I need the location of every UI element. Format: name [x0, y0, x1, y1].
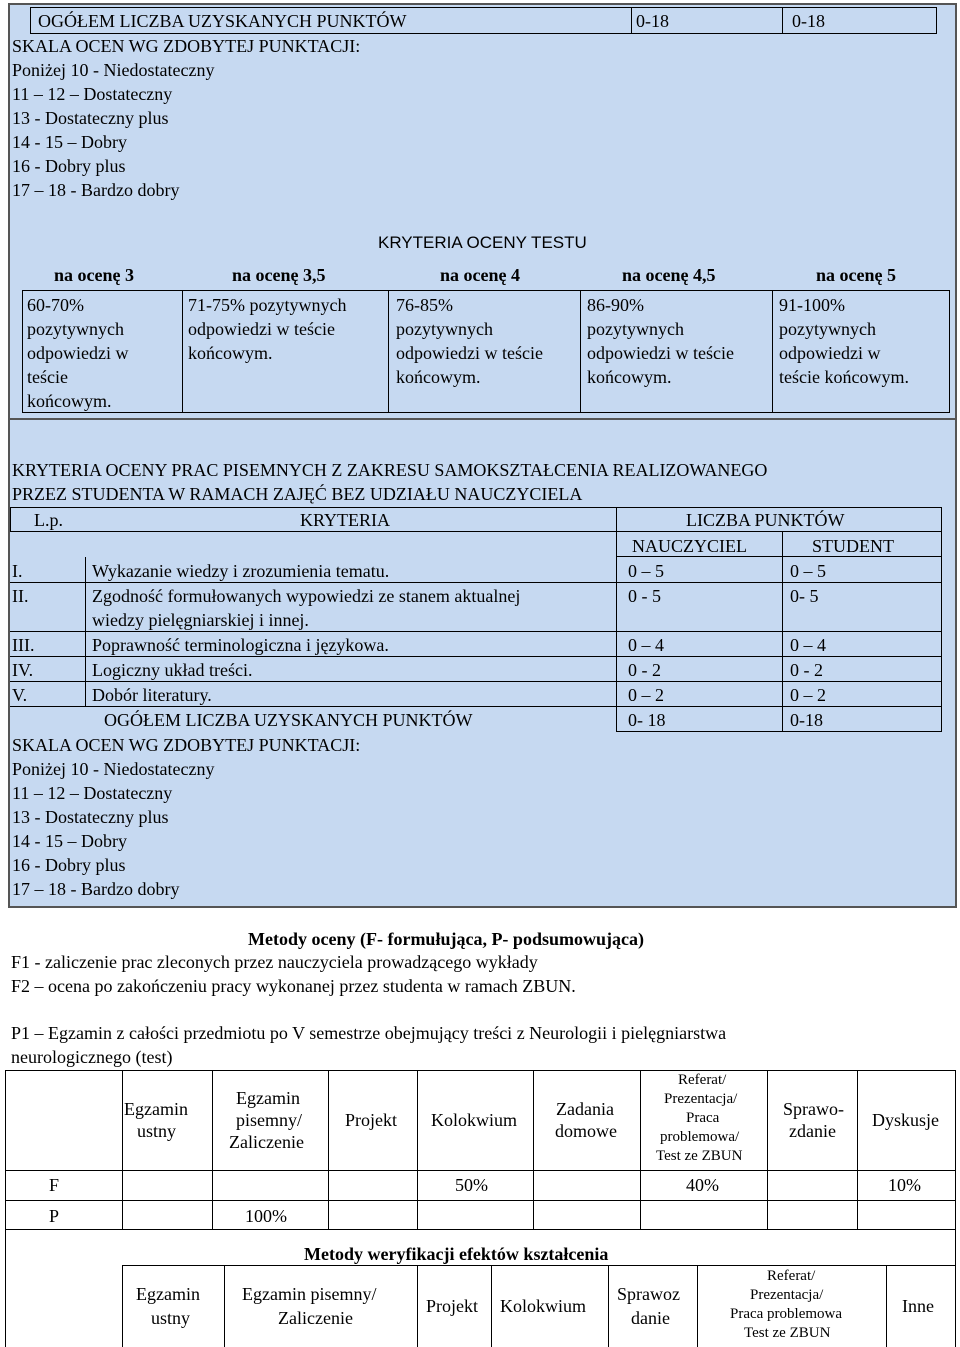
methods-col-line: [417, 1070, 418, 1230]
verification-col-line: [608, 1265, 609, 1347]
methods-col-line: [328, 1070, 329, 1230]
top-panel: [8, 3, 957, 420]
methods-row-f-value: 50%: [455, 1175, 488, 1195]
written-scale-line: 16 - Dobry plus: [12, 855, 126, 875]
written-subheader-divider: [782, 532, 783, 557]
methods-header: problemowa/: [660, 1129, 740, 1145]
criteria-cell-text: końcowym.: [27, 391, 112, 411]
verification-header: Test ze ZBUN: [744, 1325, 831, 1341]
methods-header: Dyskusje: [872, 1110, 939, 1130]
verification-header: Kolokwium: [500, 1296, 587, 1316]
criteria-cell-text: odpowiedzi w teście: [396, 343, 543, 363]
criteria-cell-text: 60-70%: [27, 295, 84, 315]
methods-header: Projekt: [345, 1110, 397, 1130]
methods-f2: F2 – ocena po zakończeniu pracy wykonanej przez studenta w ramach ZBUN.: [11, 976, 576, 996]
methods-header: Zaliczenie: [229, 1132, 304, 1152]
verification-header: Inne: [902, 1296, 934, 1316]
written-row-student: 0- 5: [790, 586, 819, 606]
written-row-teacher: 0 - 2: [628, 660, 661, 680]
criteria-cell-text: pozytywnych: [27, 319, 124, 339]
verification-header: Referat/: [767, 1268, 816, 1284]
written-row-lp: III.: [12, 635, 35, 655]
col-points: LICZBA PUNKTÓW: [686, 510, 845, 530]
verification-header: Sprawoz: [617, 1284, 680, 1304]
col-lp: L.p.: [34, 510, 63, 530]
grade-header: na ocenę 4,5: [622, 265, 716, 285]
written-panel: [8, 420, 957, 908]
written-col-line: [941, 557, 942, 732]
criteria-cell-text: odpowiedzi w: [27, 343, 129, 363]
methods-col-line: [212, 1070, 213, 1230]
methods-header: Sprawo-: [783, 1099, 844, 1119]
written-scale-line: 14 - 15 – Dobry: [12, 831, 127, 851]
test-criteria-title: KRYTERIA OCENY TESTU: [378, 233, 587, 252]
criteria-cell-text: 76-85%: [396, 295, 453, 315]
methods-header: Egzamin: [236, 1088, 300, 1108]
methods-header: Test ze ZBUN: [656, 1148, 743, 1164]
top-total-divider-2: [782, 7, 783, 34]
written-row-criterion: Poprawność terminologiczna i językowa.: [92, 635, 389, 655]
methods-header: domowe: [555, 1121, 617, 1141]
methods-header: Kolokwium: [431, 1110, 518, 1130]
written-row-lp: II.: [12, 586, 29, 606]
grade-header: na ocenę 4: [440, 265, 520, 285]
verification-title: Metody weryfikacji efektów kształcenia: [304, 1244, 609, 1264]
written-total-label: OGÓŁEM LICZBA UZYSKANYCH PUNKTÓW: [104, 710, 473, 730]
written-row-lp: V.: [12, 685, 28, 705]
written-row-teacher: 0 – 5: [628, 561, 664, 581]
written-title-line2: PRZEZ STUDENTA W RAMACH ZAJĘĆ BEZ UDZIAŁU NAUCZYCIELA: [12, 484, 583, 504]
methods-header: pisemny/: [236, 1110, 302, 1130]
methods-row-line: [5, 1170, 956, 1171]
written-row-teacher: 0 – 4: [628, 635, 664, 655]
criteria-cell-text: 71-75% pozytywnych: [188, 295, 347, 315]
verification-col-line: [122, 1265, 123, 1347]
written-row-student: 0 – 2: [790, 685, 826, 705]
verification-header: Projekt: [426, 1296, 478, 1316]
methods-col-line: [640, 1070, 641, 1230]
written-total-teacher: 0- 18: [628, 710, 666, 730]
methods-header: Praca: [686, 1110, 720, 1126]
methods-header: Zadania: [556, 1099, 614, 1119]
written-row-student: 0 – 5: [790, 561, 826, 581]
verification-col-line: [491, 1265, 492, 1347]
top-scale-line: 17 – 18 - Bardzo dobry: [12, 180, 180, 200]
written-row-lp: IV.: [12, 660, 34, 680]
written-row-student: 0 – 4: [790, 635, 826, 655]
criteria-cell-text: teście: [27, 367, 68, 387]
written-row-criterion: Dobór literatury.: [92, 685, 212, 705]
top-scale-line: 13 - Dostateczny plus: [12, 108, 169, 128]
methods-header: Prezentacja/: [664, 1091, 738, 1107]
written-row-criterion: Zgodność formułowanych wypowiedzi ze stanem aktualnej: [92, 586, 521, 606]
written-row-student: 0 - 2: [790, 660, 823, 680]
written-col-line: [616, 557, 617, 732]
written-col-line: [782, 557, 783, 732]
verification-header: Praca problemowa: [730, 1306, 843, 1322]
written-scale-title: SKALA OCEN WG ZDOBYTEJ PUNKTACJI:: [12, 735, 361, 755]
verification-col-line: [224, 1265, 225, 1347]
grade-header: na ocenę 3: [54, 265, 134, 285]
verification-col-line: [417, 1265, 418, 1347]
methods-row-f-value: 40%: [686, 1175, 719, 1195]
written-row-criterion: wiedzy pielęgniarskiej i innej.: [92, 610, 309, 630]
criteria-cell-text: odpowiedzi w teście: [188, 319, 335, 339]
grade-header: na ocenę 3,5: [232, 265, 326, 285]
methods-row-f-value: 10%: [888, 1175, 921, 1195]
written-row-criterion: Wykazanie wiedzy i zrozumienia tematu.: [92, 561, 390, 581]
methods-f1: F1 - zaliczenie prac zleconych przez nauczyciela prowadzącego wykłady: [11, 952, 538, 972]
methods-col-line: [767, 1070, 768, 1230]
verification-header: Egzamin pisemny/: [242, 1284, 377, 1304]
criteria-cell-text: pozytywnych: [396, 319, 493, 339]
methods-header: Referat/: [678, 1072, 727, 1088]
top-total-student: 0-18: [792, 11, 825, 31]
methods-col-line: [857, 1070, 858, 1230]
criteria-cell-text: 86-90%: [587, 295, 644, 315]
verification-header: danie: [631, 1308, 670, 1328]
methods-row-line: [5, 1200, 956, 1201]
written-scale-line: 11 – 12 – Dostateczny: [12, 783, 173, 803]
written-row-teacher: 0 – 2: [628, 685, 664, 705]
criteria-cell-text: teście końcowym.: [779, 367, 909, 387]
criteria-cell-text: końcowym.: [587, 367, 672, 387]
written-row-criterion: Logiczny układ treści.: [92, 660, 253, 680]
methods-table: [5, 1070, 956, 1230]
top-scale-line: Poniżej 10 - Niedostateczny: [12, 60, 215, 80]
written-row-teacher: 0 - 5: [628, 586, 661, 606]
written-row-lp: I.: [12, 561, 23, 581]
methods-row-p-value: 100%: [245, 1206, 287, 1226]
col-teacher: NAUCZYCIEL: [632, 536, 747, 556]
methods-col-line: [122, 1070, 123, 1230]
col-criteria: KRYTERIA: [300, 510, 390, 530]
top-scale-line: 11 – 12 – Dostateczny: [12, 84, 173, 104]
top-scale-line: 16 - Dobry plus: [12, 156, 126, 176]
verification-header: Prezentacja/: [750, 1287, 824, 1303]
top-scale-title: SKALA OCEN WG ZDOBYTEJ PUNKTACJI:: [12, 36, 361, 56]
criteria-cell-text: pozytywnych: [587, 319, 684, 339]
col-student: STUDENT: [812, 536, 894, 556]
written-total-student: 0-18: [790, 710, 823, 730]
methods-header: zdanie: [789, 1121, 836, 1141]
verification-header: Egzamin: [136, 1284, 200, 1304]
verification-header: ustny: [151, 1308, 191, 1328]
written-scale-line: 13 - Dostateczny plus: [12, 807, 169, 827]
methods-header: Egzamin: [124, 1099, 188, 1119]
methods-row-p-label: P: [49, 1206, 60, 1226]
methods-col-line: [533, 1070, 534, 1230]
written-title-line1: KRYTERIA OCENY PRAC PISEMNYCH Z ZAKRESU SAMOKSZTAŁCENIA REALIZOWANEGO: [12, 460, 768, 480]
criteria-cell-text: odpowiedzi w: [779, 343, 881, 363]
methods-title: Metody oceny (F- formułująca, P- podsumowująca): [248, 929, 644, 949]
top-total-divider-1: [631, 7, 632, 34]
verification-header: Zaliczenie: [278, 1308, 353, 1328]
verification-col-line: [886, 1265, 887, 1347]
written-scale-line: Poniżej 10 - Niedostateczny: [12, 759, 215, 779]
written-col-line: [85, 557, 86, 706]
grade-header: na ocenę 5: [816, 265, 896, 285]
criteria-cell-text: pozytywnych: [779, 319, 876, 339]
methods-header: ustny: [137, 1121, 177, 1141]
top-scale-line: 14 - 15 – Dobry: [12, 132, 127, 152]
criteria-cell-text: końcowym.: [396, 367, 481, 387]
verification-col-line: [697, 1265, 698, 1347]
top-total-teacher: 0-18: [636, 11, 669, 31]
top-total-label: OGÓŁEM LICZBA UZYSKANYCH PUNKTÓW: [38, 11, 407, 31]
written-scale-line: 17 – 18 - Bardzo dobry: [12, 879, 180, 899]
criteria-cell-text: 91-100%: [779, 295, 845, 315]
methods-p1: neurologicznego (test): [11, 1047, 173, 1067]
methods-row-f-label: F: [49, 1175, 60, 1195]
criteria-cell-text: odpowiedzi w teście: [587, 343, 734, 363]
criteria-cell-text: końcowym.: [188, 343, 273, 363]
methods-p1: P1 – Egzamin z całości przedmiotu po V semestrze obejmujący treści z Neurologii i pielęgniarstwa: [11, 1023, 727, 1043]
